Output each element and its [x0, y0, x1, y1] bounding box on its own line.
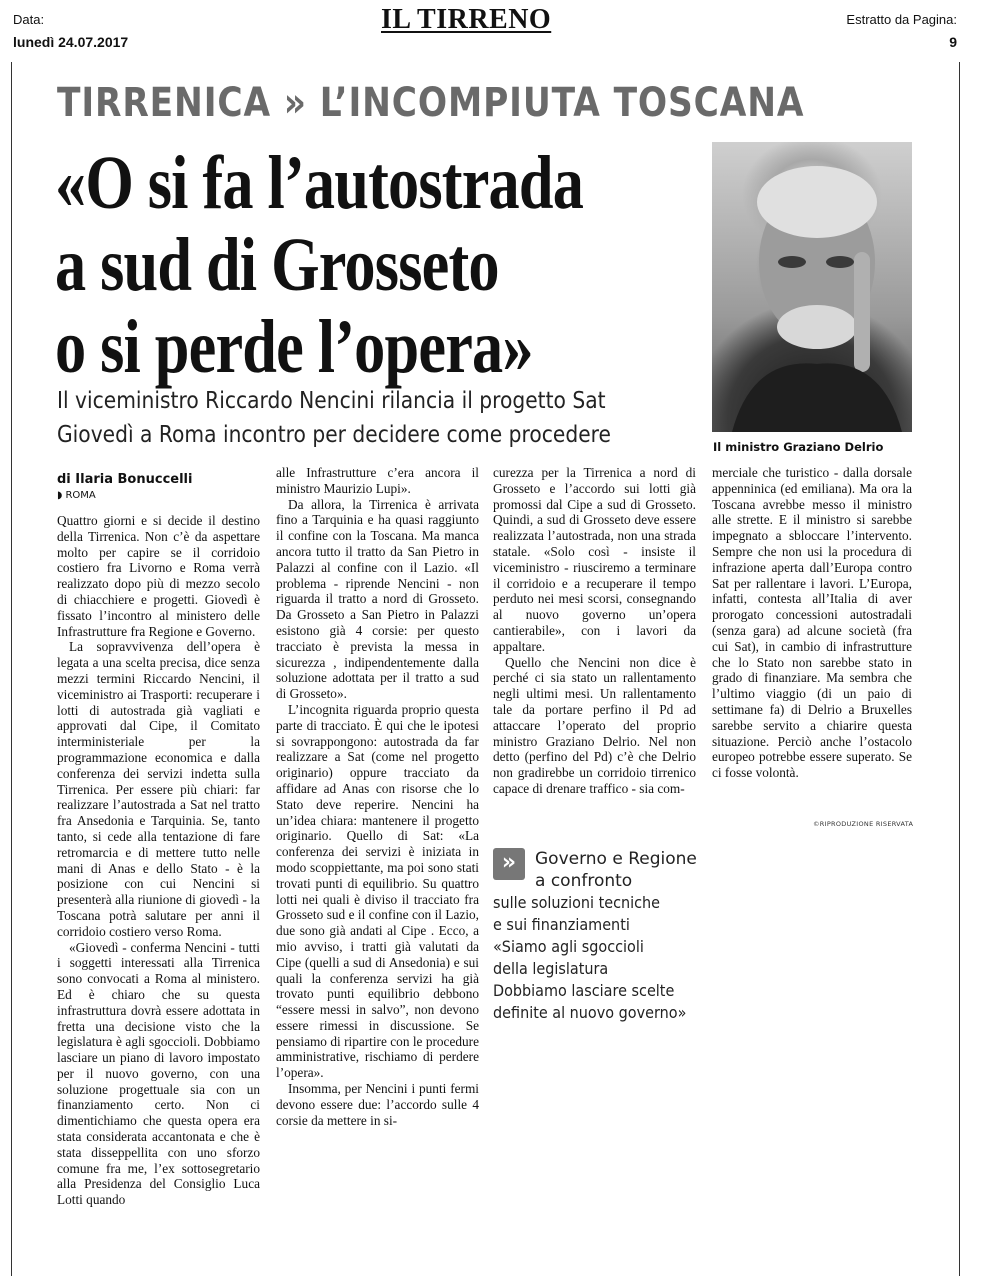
kicker: TIRRENICA » L’INCOMPIUTA TOSCANA	[57, 80, 805, 126]
dateline	[57, 490, 96, 501]
highlight-text-line: «Siamo agli sgoccioli	[493, 937, 644, 956]
highlight-box	[493, 848, 703, 1028]
headline	[55, 142, 583, 388]
paragraph: La sopravvivenza dell’opera è legata a una scelta precisa, dice senza mezzi termini Riccardo Nencini, il viceministro ai Trasporti: recuperare i lotti di autostrada già vagliati e approvati dal Cipe, il Comitato interministeriale per la programmazione economica e dalla conferenza dei servizi indetta sulla Tirrenica. Per essere più chiari: far realizzare l’autostrada a Sat nel tratto fra Ansedonia e Tarquinia. Se, tanto tanto, si cede alla tentazione di fare retromarcia e di mettere tutto nelle mani di Anas e dello Stato - è la posizione con cui Nencini si presenterà alla riunione di giovedì - la Toscana potrà salutare per anni il corridoio costiero verso Roma.	[57, 639, 260, 939]
article-column-3	[493, 465, 696, 837]
paragraph: Insomma, per Nencini i punti fermi devono essere due: l’accordo sulle 4 corsie da mettere in si-	[276, 1081, 479, 1128]
subhead-line-1: Il viceministro Riccardo Nencini rilancia il progetto Sat	[57, 388, 606, 414]
headline-line-2: a sud di Grosseto	[55, 223, 499, 307]
highlight-text-line: e sui finanziamenti	[493, 915, 630, 934]
highlight-text	[493, 892, 686, 1024]
photo-caption: Il ministro Graziano Delrio	[713, 440, 884, 454]
paragraph: merciale che turistico - dalla dorsale appenninica (ed emiliana). Ma ora la Toscana avrebbe messo il ministro alle strette. E il ministro si sarebbe impegnato a sbloccare l’intervento. Sempre che non usi la procedura di infrazione aperta dall’Europa contro Sat per rallentare i lavori. L’Europa, infatti, contesta all’Italia di aver prorogato concessioni autostradali (senza gara) ad alcune società (fra cui Sat), in cambio di infrastrutture che lo Stato non sarebbe stato in grado di finanziare. Ma sembra che l’ultimo viaggio (di un paio di settimane fa) di Delrio a Bruxelles sarebbe servito a chiarire questa situazione. Perciò anche l’ostacolo europeo potrebbe essere superato. Se ci fosse volontà.	[712, 465, 912, 781]
highlight-title-line: Governo e Regione	[535, 849, 697, 869]
highlight-title-line: a confronto	[535, 871, 633, 891]
highlight-title	[535, 848, 697, 892]
byline: di Ilaria Bonuccelli	[57, 472, 193, 487]
dateline-place: ROMA	[65, 490, 96, 501]
highlight-text-line: sulle soluzioni tecniche	[493, 893, 661, 912]
date-label: Data:	[13, 12, 45, 27]
paragraph: curezza per la Tirrenica a nord di Grosseto e l’accordo sui lotti già promossi dal Cipe a sud di Grosseto. Quindi, a sud di Grosseto deve essere realizzata l’autostrada, non una strada statale. «Solo così - insiste il viceministro - riusciremo a terminare il corridoio e a recuperare il tempo perduto nei mesi scorsi, consegnando al nuovo governo un’opera cantierabile», con i lavori da appaltare.	[493, 465, 696, 654]
paragraph: L’incognita riguarda proprio questa parte di tracciato. È qui che le ipotesi si sovrappongono: autostrada da far realizzare a Sat (come nel progetto originario) oppure tracciato da affidare ad Anas con risorse che lo Stato deve reperire. Nencini ha un’idea chiara: mantenere il progetto originario. Quello di Sat: «La conferenza dei servizi è iniziata in modo scoppiettante, ma poi sono stati trovati punti di equilibrio. Su quattro lotti nei quali è diviso il tracciato fra Grosseto sud e il confine con il Lazio, due sono già andati al Cipe . Ecco, a mio avviso, i tratti già valutati da Cipe (quelli a sud di Ansedonia) e sui quali la conferenza servizi ha già trovato punti equilibrio debbono “essere messi in salvo”, non devono essere rimessi in discussione. Se pensiamo di ripartire con le procedure amministrative, rischiamo di perdere l’opera».	[276, 701, 479, 1081]
article-column-4	[712, 465, 912, 815]
highlight-text-line: della legislatura	[493, 959, 609, 978]
issue-date: lunedì 24.07.2017	[13, 34, 129, 50]
portrait-photo	[712, 142, 912, 432]
page-number: 9	[949, 34, 957, 50]
copyright-notice: ©RIPRODUZIONE RISERVATA	[813, 820, 914, 828]
headline-line-3: o si perde l’opera»	[55, 305, 533, 389]
paragraph: Quattro giorni e si decide il destino della Tirrenica. Non c’è da aspettare molto per capire se il corridoio costiero fra Livorno e Roma verrà realizzato dopo più di mezzo secolo di chiacchiere e progetti. Giovedì è fissato l’incontro al ministero delle Infrastrutture fra Regione e Governo.	[57, 513, 260, 639]
subhead	[57, 384, 611, 452]
page-label: Estratto da Pagina:	[846, 12, 957, 27]
article-column-1	[57, 513, 260, 1275]
double-chevron-icon: »	[493, 848, 525, 880]
paragraph: Quello che Nencini non dice è perché ci sia stato un rallentamento negli ultimi mesi. Un rallentamento tale da portare perfino il Pd ad attaccare l’operato del proprio ministro Graziano Delrio. Nel non detto (perfino del Pd) c’è che Delrio non gradirebbe un corridoio tirrenico capace di drenare traffico - sia com-	[493, 654, 696, 796]
subhead-line-2: Giovedì a Roma incontro per decidere come procedere	[57, 422, 611, 448]
highlight-text-line: Dobbiamo lasciare scelte	[493, 981, 675, 1000]
paragraph: Da allora, la Tirrenica è arrivata fino a Tarquinia e ha quasi raggiunto il confine con la Toscana. Ma manca ancora tutto il tratto da San Pietro in Palazzi al confine con il Lazio. «Il problema - riprende Nencini - non riguarda il tratto a nord di Grosseto. Da Grosseto a San Pietro in Palazzi esistono già 4 corsie: per questo tracciato è prevista la messa in sicurezza , indipendentemente dalla soluzione adottata per il tratto a sud di Grosseto».	[276, 496, 479, 702]
paragraph: «Giovedì - conferma Nencini - tutti i soggetti interessati alla Tirrenica sono convocati a Roma al ministero. Ed è chiaro che su questa infrastruttura dovrà essere adottata in fretta una decisione visto che la legislatura è agli sgoccioli. Dobbiamo lasciare un piano di lavoro impostato per il nuovo governo, con una soluzione progettuale sia con un finanziamento certo. Non ci dimentichiamo che questa opera era stata considerata accantonata e che è stata disseppellita con uno sforzo comune fra me, l’ex sottosegretario alla Presidenza del Consiglio Luca Lotti quando	[57, 939, 260, 1208]
highlight-text-line: definite al nuovo governo»	[493, 1003, 687, 1022]
paragraph: alle Infrastrutture c’era ancora il ministro Maurizio Lupi».	[276, 465, 479, 496]
masthead: IL TIRRENO	[381, 4, 552, 35]
portrait-illustration	[712, 142, 912, 432]
headline-line-1: «O si fa l’autostrada	[55, 141, 584, 225]
article-column-2	[276, 465, 479, 1275]
dateline-marker-icon: ◗	[57, 490, 66, 501]
